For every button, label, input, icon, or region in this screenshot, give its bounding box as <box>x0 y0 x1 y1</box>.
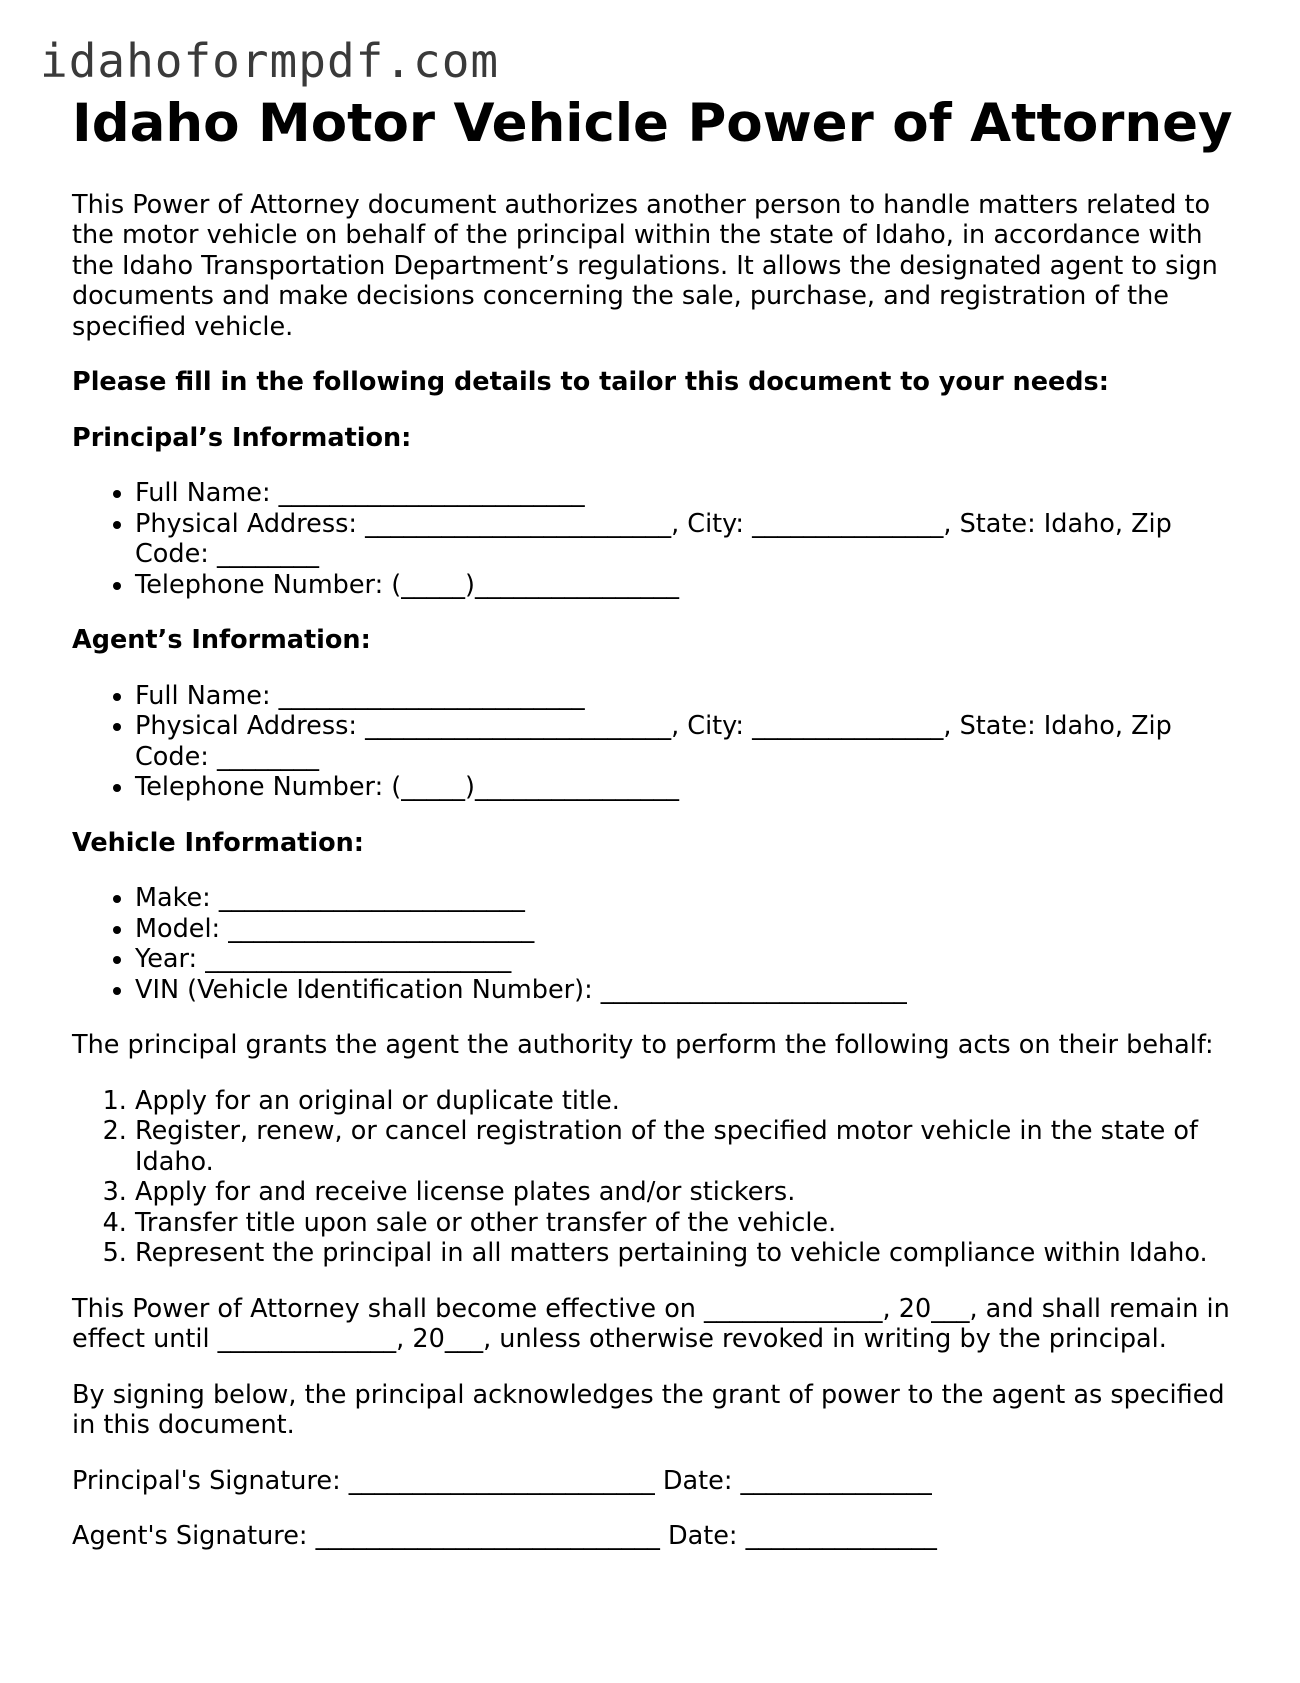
vehicle-list <box>72 883 1252 1005</box>
document <box>72 92 1252 1552</box>
intro-paragraph: This Power of Attorney document authorizes another person to handle matters related to the motor vehicle on behalf of the principal within the state of Idaho, in accordance with the Idaho Transportation Department’s regulations. It allows the designated agent to sign documents and make decisions concerning the sale, purchase, and registration of the specified vehicle. <box>72 189 1218 342</box>
vehicle-make: • Make: ________________________ <box>135 883 1252 914</box>
act-item: 2. Register, renew, or cancel registration of the specified motor vehicle in the state of Idaho. <box>135 1116 1252 1177</box>
agent-signature-line: Agent's Signature: ___________________________ Date: _______________ <box>72 1521 937 1552</box>
vehicle-model: • Model: ________________________ <box>135 914 1252 945</box>
act-item: 1. Apply for an original or duplicate title. <box>135 1086 1252 1117</box>
principal-telephone: • Telephone Number: (_____)________________ <box>135 570 1252 601</box>
agent-address: • Physical Address: ________________________, City: _______________, State: Idaho, Zip Code: ________ <box>135 711 1252 772</box>
principal-heading: Principal’s Information: <box>72 422 412 453</box>
agent-heading: Agent’s Information: <box>72 625 371 656</box>
watermark: idahoformpdf.com <box>40 34 500 88</box>
principal-list <box>72 478 1252 600</box>
principal-full-name: • Full Name: ________________________ <box>135 478 1252 509</box>
acts-list <box>72 1086 1252 1269</box>
acknowledgement: By signing below, the principal acknowledges the grant of power to the agent as specified in this document. <box>72 1379 1225 1441</box>
instruction: Please fill in the following details to tailor this document to your needs: <box>72 367 1109 398</box>
vehicle-year: • Year: ________________________ <box>135 944 1252 975</box>
document-title: Idaho Motor Vehicle Power of Attorney <box>72 93 1233 154</box>
principal-signature-line: Principal's Signature: ________________________ Date: _______________ <box>72 1465 932 1496</box>
agent-telephone: • Telephone Number: (_____)________________ <box>135 772 1252 803</box>
effective-dates: This Power of Attorney shall become effective on ______________, 20___, and shall remain in effect until ______________, 20___, unless otherwise revoked in writing by the principal. <box>72 1293 1230 1355</box>
act-item: 3. Apply for and receive license plates and/or stickers. <box>135 1177 1252 1208</box>
grant-intro: The principal grants the agent the authority to perform the following acts on their behalf: <box>72 1030 1214 1061</box>
act-item: 5. Represent the principal in all matters pertaining to vehicle compliance within Idaho. <box>135 1238 1252 1269</box>
principal-address: • Physical Address: ________________________, City: _______________, State: Idaho, Zip Code: ________ <box>135 509 1252 570</box>
vehicle-heading: Vehicle Information: <box>72 827 364 858</box>
agent-full-name: • Full Name: ________________________ <box>135 681 1252 712</box>
agent-list <box>72 681 1252 803</box>
act-item: 4. Transfer title upon sale or other transfer of the vehicle. <box>135 1208 1252 1239</box>
vehicle-vin: • VIN (Vehicle Identification Number): ________________________ <box>135 975 1252 1006</box>
